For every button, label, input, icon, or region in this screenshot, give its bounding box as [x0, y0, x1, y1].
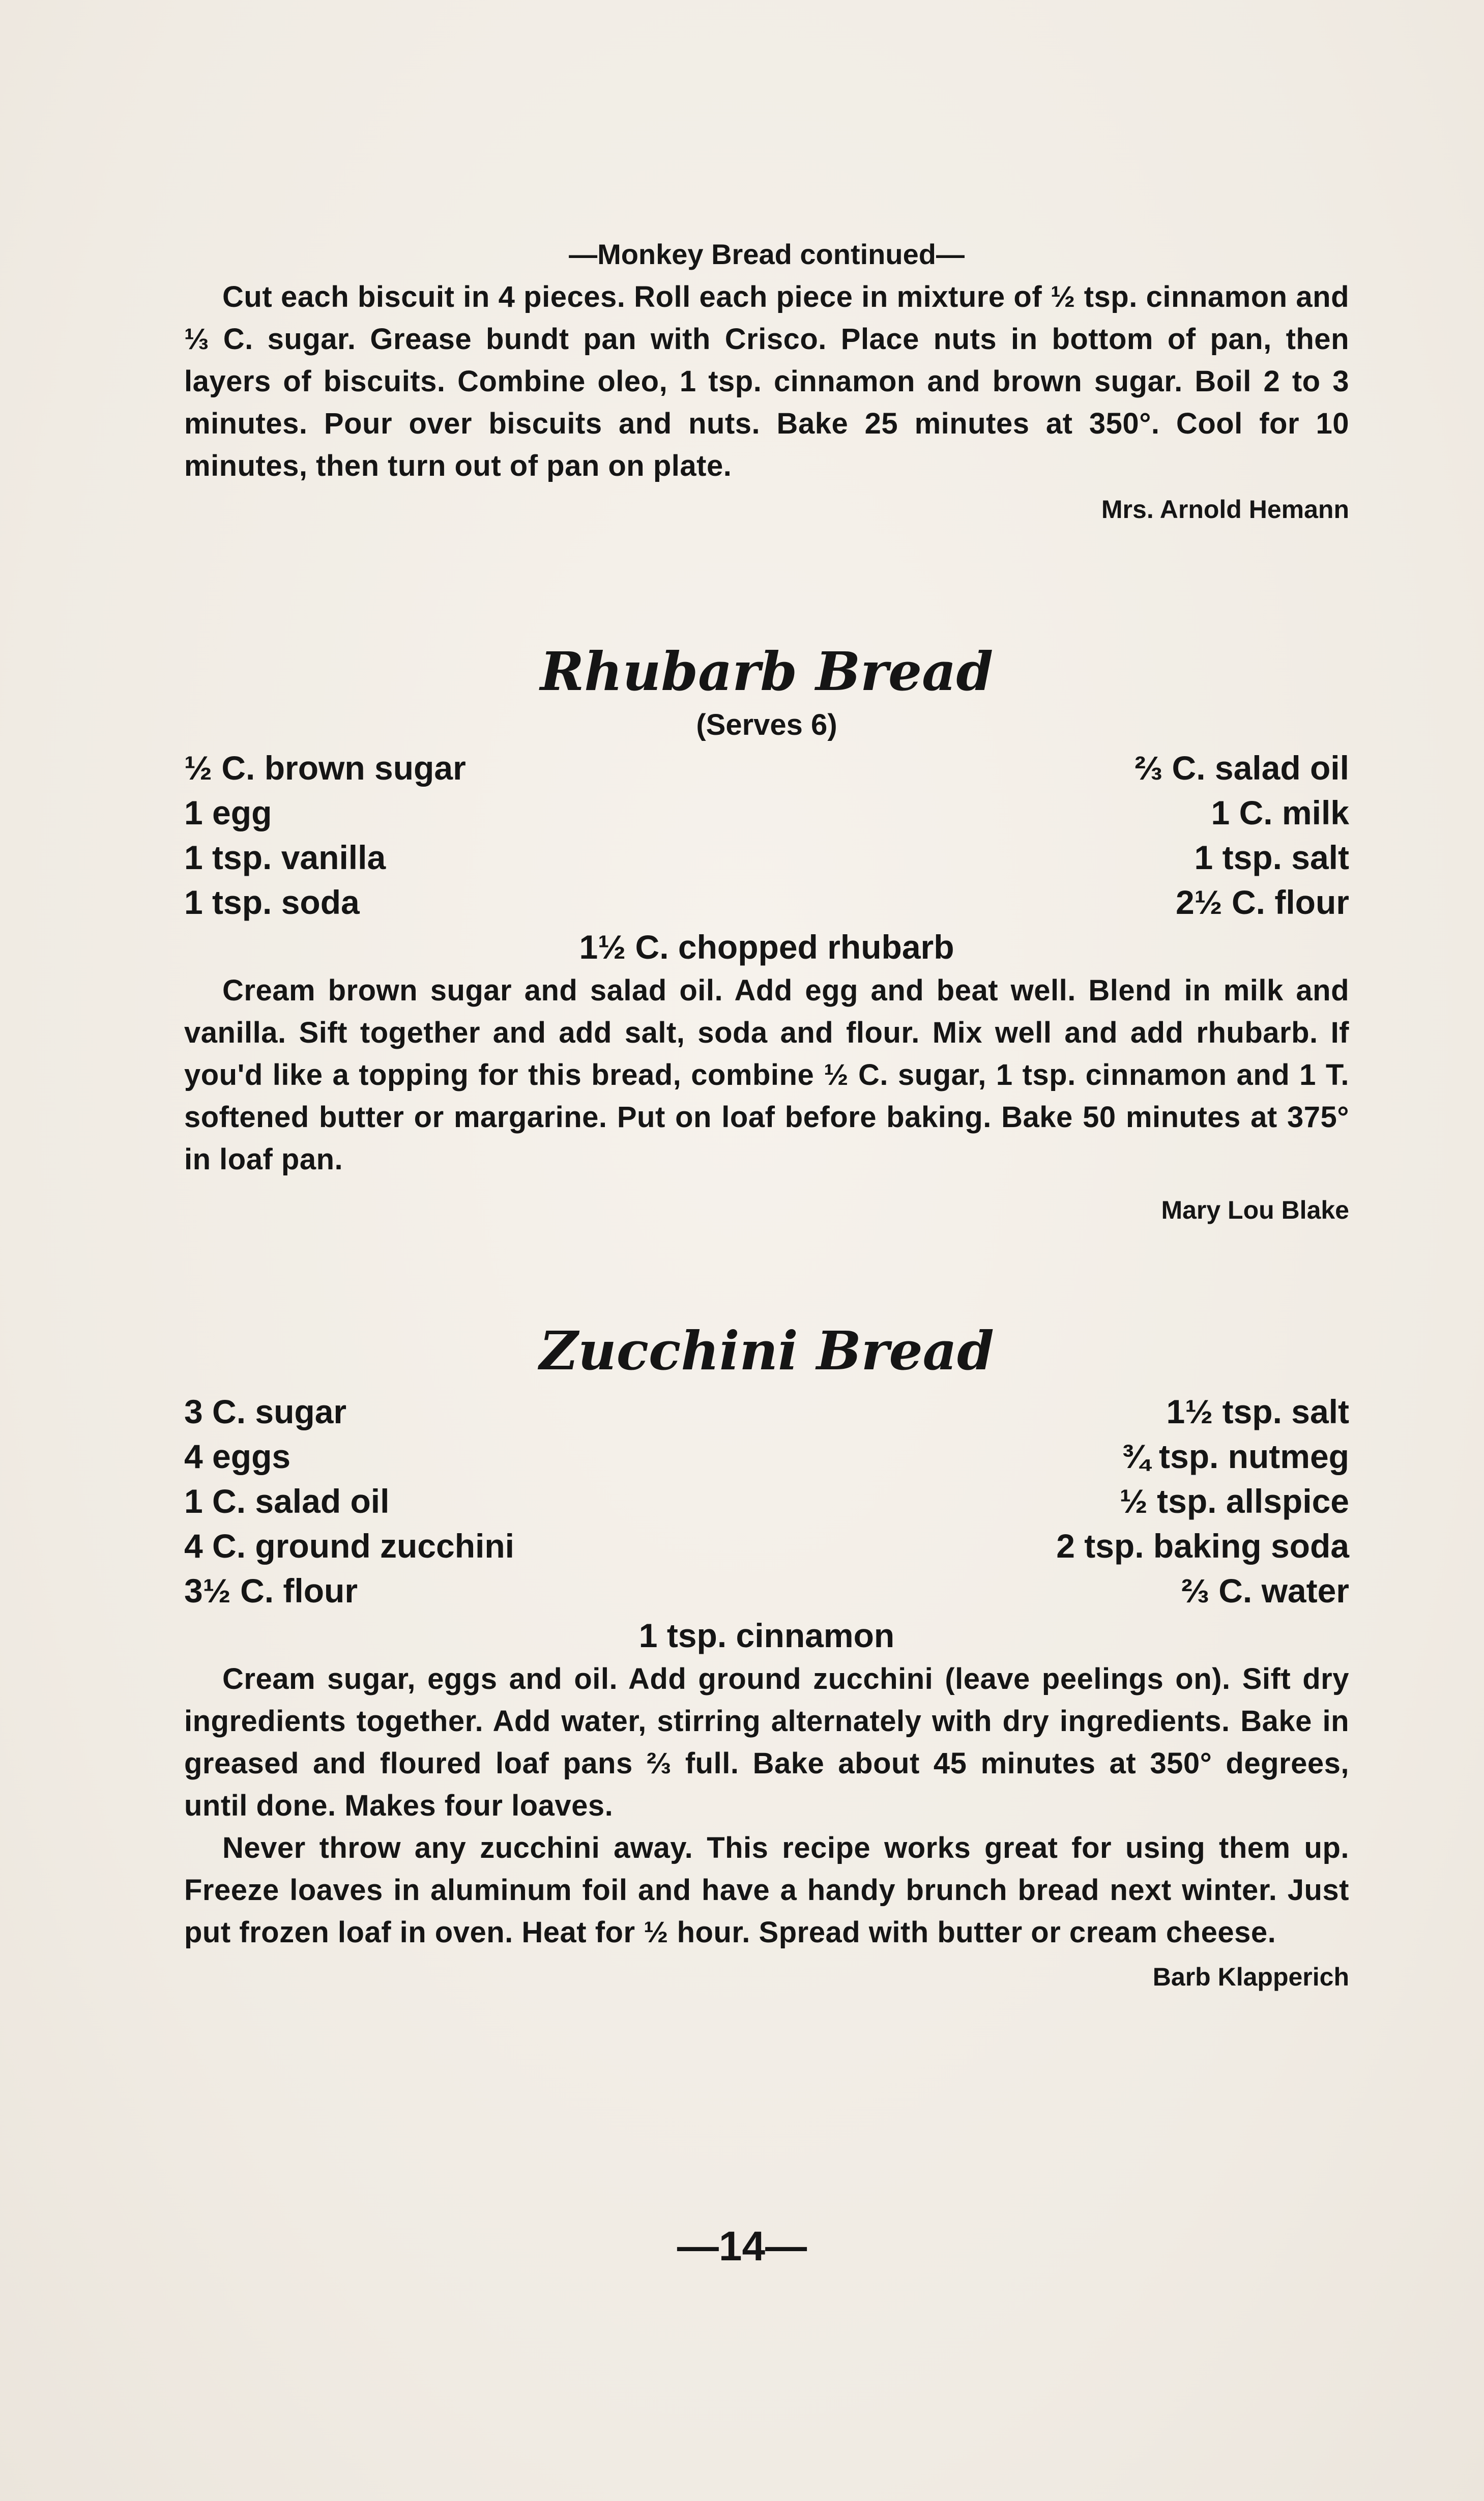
zucchini-bread-author: Barb Klapperich: [1152, 1963, 1349, 1991]
monkey-bread-instructions: Cut each biscuit in 4 pieces. Roll each piece in mixture of ½ tsp. cinnamon and ⅓ C. sugar. Grease bundt pan with Crisco. Place nuts in bottom of pan, then layers of biscuits. Combine oleo, 1 tsp. cinnamon and brown sugar. Boil 2 to 3 minutes. Pour over biscuits and nuts. Bake 25 minutes at 350°. Cool for 10 minutes, then turn out of pan on plate.: [184, 280, 1349, 482]
rhubarb-bread-title: Rhubarb Bread: [540, 640, 994, 703]
zucchini-bread-note: Never throw any zucchini away. This recipe works great for using them up. Freeze loaves in aluminum foil and have a handy brunch bread next winter. Just put frozen loaf in oven. Heat for ½ hour. Spread with butter or cream cheese.: [184, 1831, 1349, 1949]
ingredient: 1 egg: [184, 794, 272, 831]
monkey-bread-section: [184, 233, 1349, 530]
ingredient: 4 C. ground zucchini: [184, 1527, 515, 1565]
ingredient: 1 C. salad oil: [184, 1482, 390, 1520]
ingredient: 1 tsp. soda: [184, 883, 360, 921]
monkey-bread-author: Mrs. Arnold Hemann: [1101, 495, 1349, 524]
ingredient: ⅔ C. water: [1181, 1572, 1349, 1609]
ingredient: ⅔ C. salad oil: [1134, 749, 1349, 787]
ingredient: 2 tsp. baking soda: [1056, 1527, 1349, 1565]
ingredient: ½ C. brown sugar: [184, 749, 466, 787]
zucchini-ingredients-left: [184, 1389, 514, 1613]
ingredient: 1½ tsp. salt: [1166, 1393, 1349, 1430]
ingredient: 1 C. milk: [1211, 794, 1349, 831]
ingredient: 3 C. sugar: [184, 1393, 347, 1430]
ingredient: 3½ C. flour: [184, 1572, 358, 1609]
ingredient: 1 tsp. vanilla: [184, 839, 386, 876]
rhubarb-bread-instructions: Cream brown sugar and salad oil. Add egg and beat well. Blend in milk and vanilla. Sift together and add salt, soda and flour. Mix well and add rhubarb. If you'd like a topping for this bread, combine ½ C. sugar, 1 tsp. cinnamon and 1 T. softened butter or margarine. Put on loaf before baking. Bake 50 minutes at 375° in loaf pan.: [184, 974, 1349, 1176]
zucchini-ingredients-right: [1056, 1389, 1349, 1613]
ingredient: 2½ C. flour: [1175, 883, 1349, 921]
rhubarb-ingredients-right: [1134, 745, 1349, 925]
rhubarb-ingredient-list: [184, 745, 1349, 925]
rhubarb-bread-author: Mary Lou Blake: [1161, 1196, 1349, 1224]
ingredient: ¾ tsp. nutmeg: [1121, 1438, 1349, 1475]
zucchini-center-ingredient: 1 tsp. cinnamon: [638, 1617, 895, 1654]
zucchini-ingredient-list: [184, 1389, 1349, 1613]
rhubarb-bread-section: [184, 639, 1349, 1230]
rhubarb-center-ingredient: 1½ C. chopped rhubarb: [579, 928, 954, 966]
zucchini-bread-instructions: Cream sugar, eggs and oil. Add ground zucchini (leave peelings on). Sift dry ingredients together. Add water, stirring alternately with dry ingredients. Bake in greased and floured loaf pans ⅔ full. Bake about 45 minutes at 350° degrees, until done. Makes four loaves.: [184, 1662, 1349, 1822]
zucchini-bread-section: [184, 1318, 1349, 1997]
zucchini-bread-title: Zucchini Bread: [539, 1319, 994, 1382]
ingredient: ½ tsp. allspice: [1119, 1482, 1349, 1520]
rhubarb-ingredients-left: [184, 745, 466, 925]
page-number: —14—: [677, 2223, 807, 2269]
rhubarb-bread-serves: (Serves 6): [696, 708, 837, 741]
monkey-bread-heading: —Monkey Bread continued—: [569, 238, 965, 270]
ingredient: 1 tsp. salt: [1194, 839, 1349, 876]
ingredient: 4 eggs: [184, 1438, 291, 1475]
